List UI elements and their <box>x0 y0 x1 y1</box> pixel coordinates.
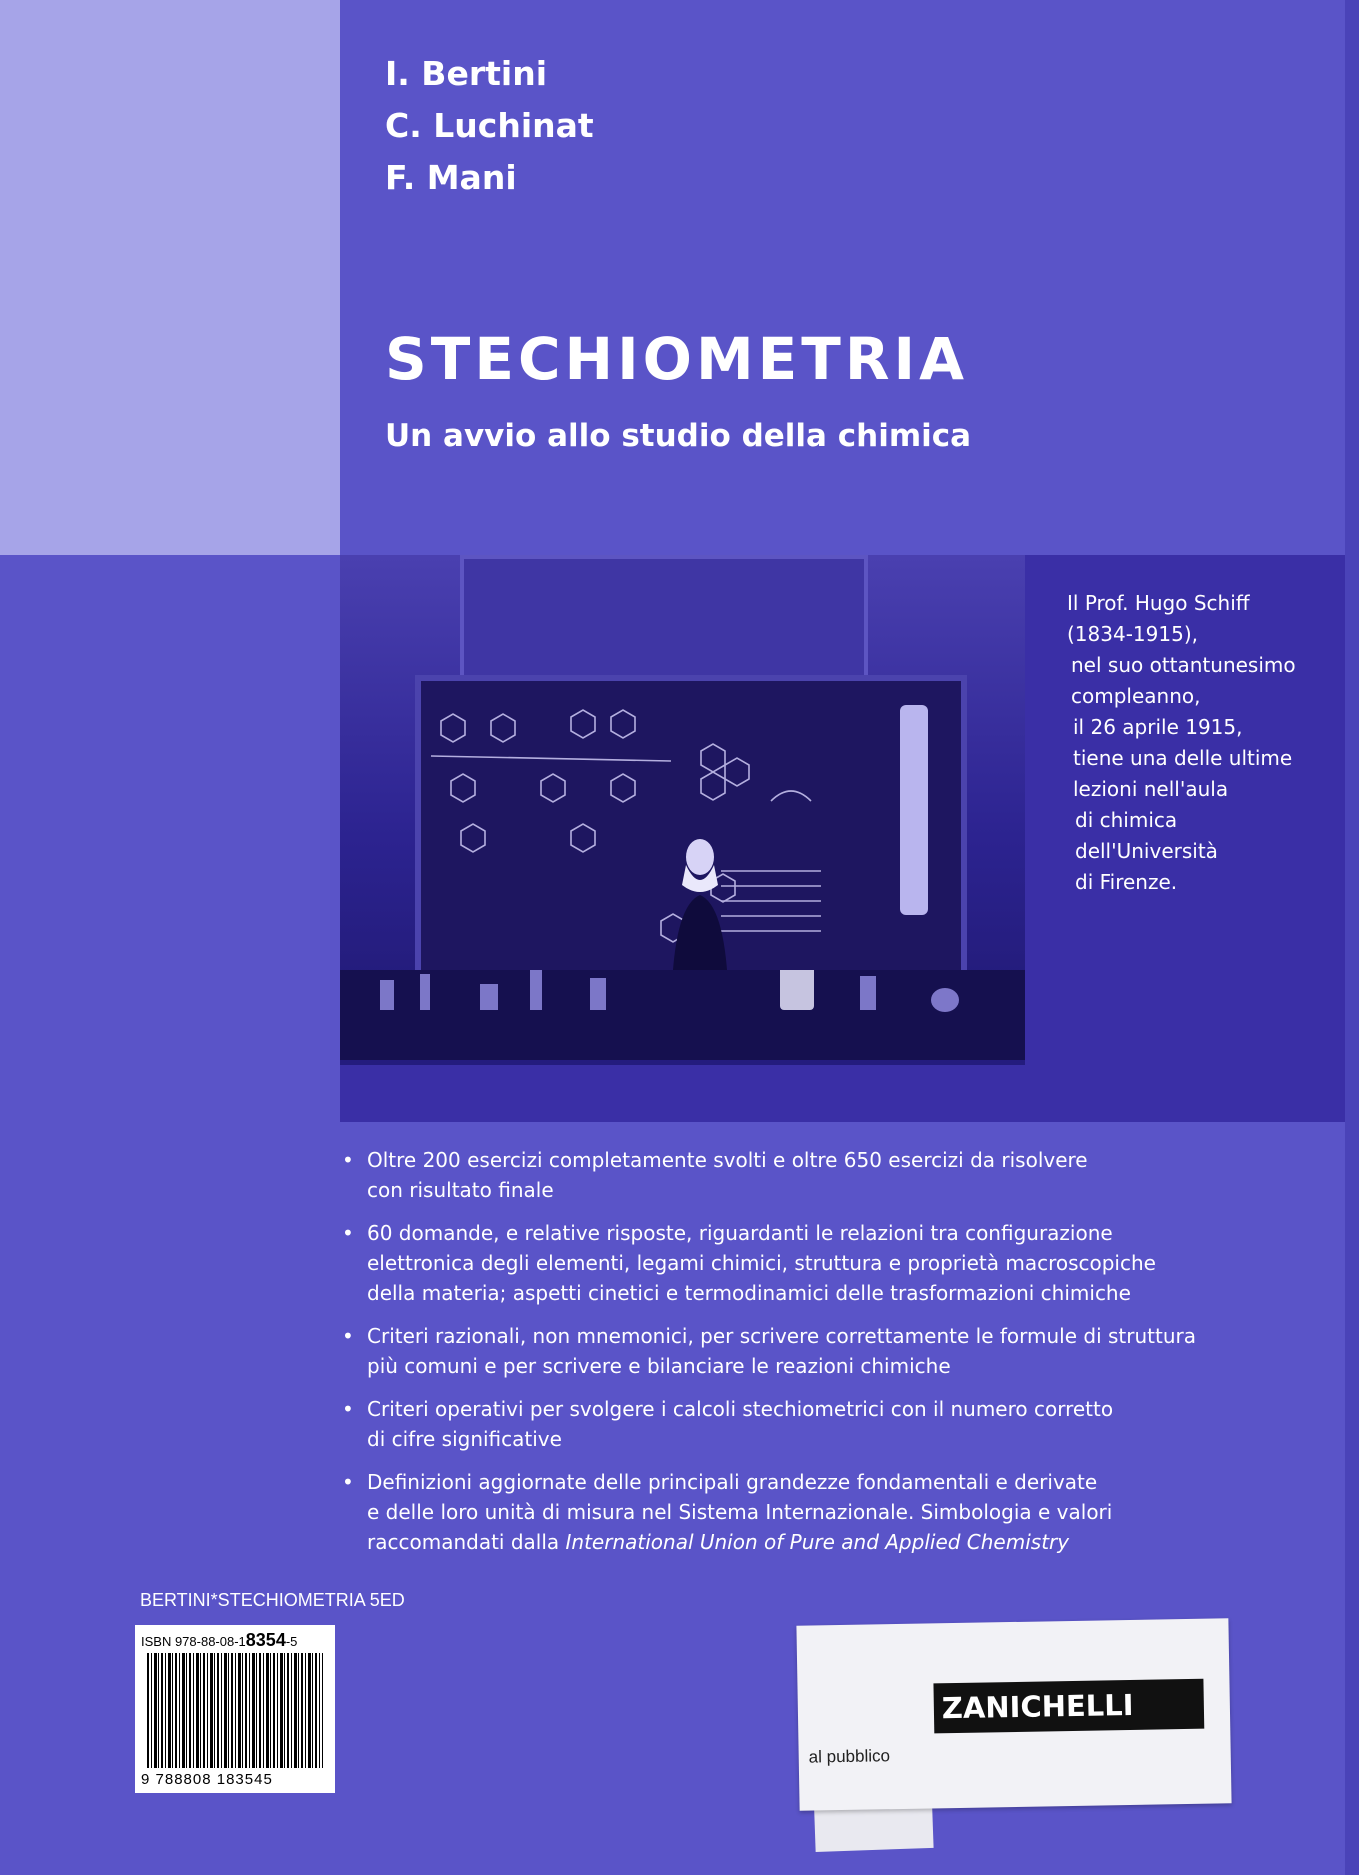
isbn-label <box>141 1630 297 1651</box>
feature-item <box>340 1467 1340 1557</box>
price-sticker <box>796 1618 1231 1811</box>
caption-line: dell'Università <box>1075 839 1218 863</box>
barcode-icon <box>147 1653 323 1768</box>
lab-table <box>340 970 1025 1065</box>
feature-line: della materia; aspetti cinetici e termodinamici delle trasformazioni chimiche <box>367 1281 1131 1305</box>
feature-item <box>340 1394 1340 1454</box>
author-name: I. Bertini <box>385 54 548 93</box>
caption-line: Il Prof. Hugo Schiff <box>1067 591 1250 615</box>
historical-photo <box>340 555 1025 1065</box>
table-base <box>340 1060 1025 1065</box>
caption-line: il 26 aprile 1915, <box>1073 715 1243 739</box>
photo-caption <box>1067 588 1296 898</box>
caption-line: di Firenze. <box>1075 870 1178 894</box>
product-code: BERTINI*STECHIOMETRIA 5ED <box>140 1590 405 1610</box>
feature-line: più comuni e per scrivere e bilanciare le reazioni chimiche <box>367 1354 951 1378</box>
spine-edge <box>1345 0 1359 1875</box>
isbn-highlight: 8354 <box>245 1630 286 1650</box>
feature-line: • Definizioni aggiornate delle principali grandezze fondamentali e derivate <box>367 1470 1098 1494</box>
isbn-suffix: -5 <box>285 1634 298 1649</box>
caption-line: di chimica <box>1075 808 1178 832</box>
feature-list <box>340 1145 1340 1570</box>
caption-line: tiene una delle ultime <box>1073 746 1293 770</box>
sticker-note: al pubblico <box>808 1746 891 1767</box>
feature-line: con risultato finale <box>367 1178 554 1202</box>
book-subtitle: Un avvio allo studio della chimica <box>385 418 972 454</box>
author-name: C. Luchinat <box>385 106 594 145</box>
isbn-prefix: ISBN 978-88-08-1 <box>141 1634 246 1649</box>
wall-thermometer <box>900 705 928 915</box>
feature-line <box>367 1527 1340 1557</box>
iupac-name: International Union of Pure and Applied Chemistry <box>565 1530 1070 1554</box>
caption-line: lezioni nell'aula <box>1073 777 1229 801</box>
feature-item <box>340 1321 1340 1381</box>
barcode-digits: 9 788808 183545 <box>141 1771 273 1788</box>
publisher-logo: ZANICHELLI <box>933 1679 1204 1734</box>
feature-line: • 60 domande, e relative risposte, riguardanti le relazioni tra configurazione <box>367 1221 1113 1245</box>
isbn-barcode-block <box>135 1625 335 1793</box>
professor-figure <box>670 835 730 985</box>
caption-line: (1834-1915), <box>1067 622 1198 646</box>
book-title: STECHIOMETRIA <box>385 325 968 393</box>
feature-line: • Oltre 200 esercizi completamente svolti e oltre 650 esercizi da risolvere <box>367 1148 1088 1172</box>
feature-line: • Criteri razionali, non mnemonici, per scrivere correttamente le formule di struttura <box>367 1324 1196 1348</box>
feature-item <box>340 1145 1340 1205</box>
photo-wall-frame <box>460 555 868 683</box>
caption-line: nel suo ottantunesimo <box>1071 653 1296 677</box>
feature-line: e delle loro unità di misura nel Sistema Internazionale. Simbologia e valori <box>367 1500 1113 1524</box>
caption-line: compleanno, <box>1071 684 1201 708</box>
light-corner-panel <box>0 0 340 555</box>
feature-item <box>340 1218 1340 1308</box>
feature-line: • Criteri operativi per svolgere i calcoli stechiometrici con il numero corretto <box>367 1397 1114 1421</box>
author-list <box>385 48 594 204</box>
feature-line: elettronica degli elementi, legami chimici, struttura e proprietà macroscopiche <box>367 1251 1156 1275</box>
author-name: F. Mani <box>385 158 517 197</box>
feature-line-prefix: raccomandati dalla <box>367 1530 566 1554</box>
feature-line: di cifre significative <box>367 1427 562 1451</box>
